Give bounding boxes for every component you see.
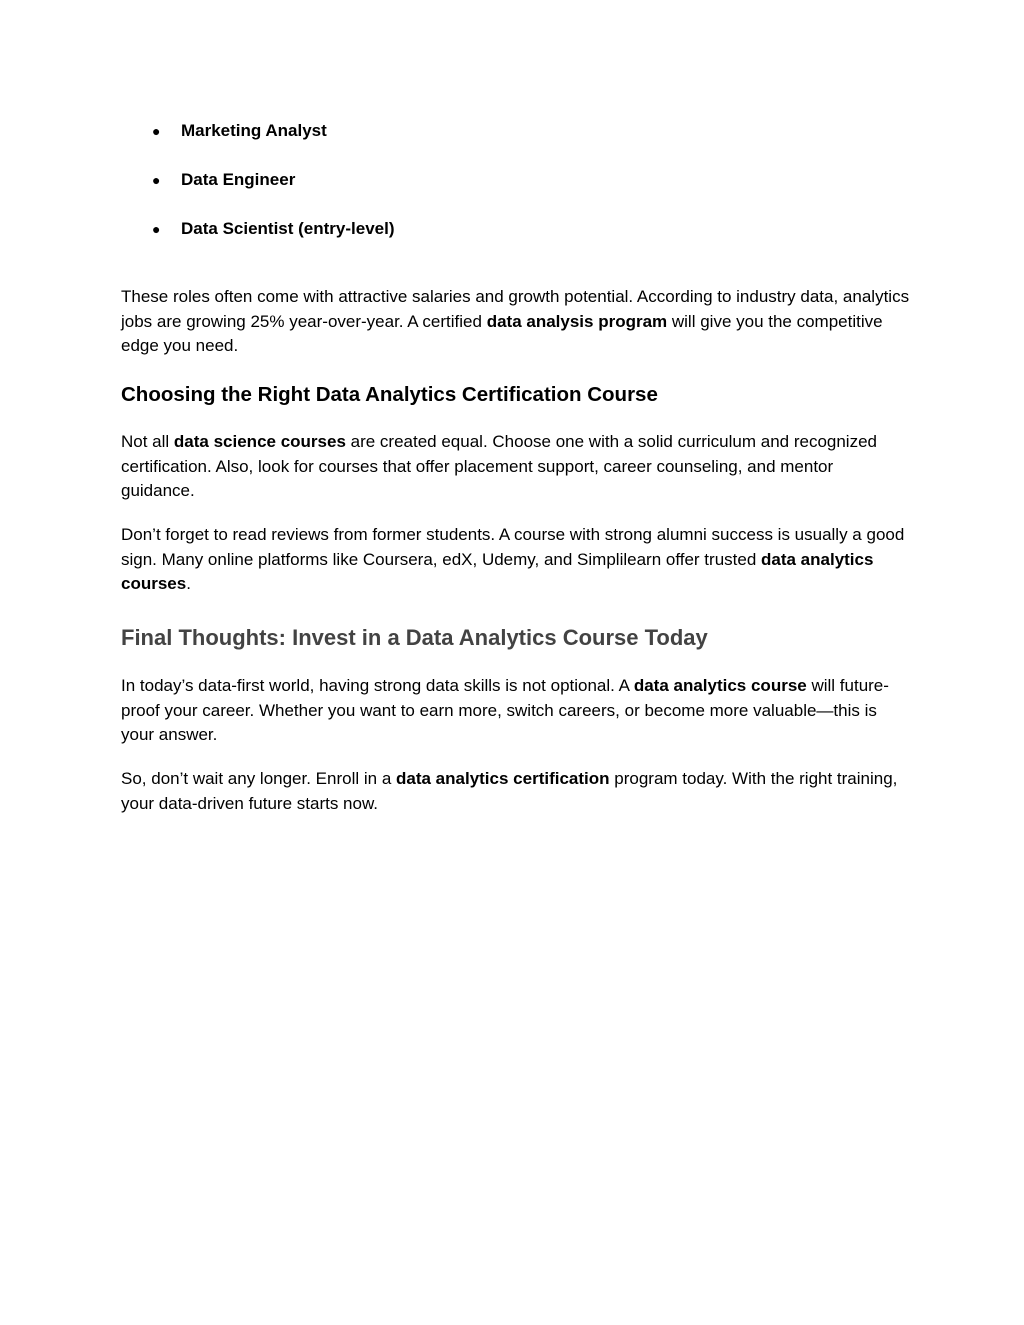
paragraph-salaries bbox=[121, 285, 911, 359]
bold-keyword: data analytics courses bbox=[121, 549, 874, 593]
paragraph-text: are created equal. Choose one with a solid curriculum and recognized certification. Also, look for courses that offer placement support, career counseling, and mentor guidance. bbox=[121, 432, 877, 500]
bold-keyword: data science courses bbox=[173, 432, 346, 451]
bullet-icon: ● bbox=[152, 123, 161, 139]
heading-choosing-course: Choosing the Right Data Analytics Certification Course bbox=[121, 383, 658, 406]
paragraph-text: will future-proof your career. Whether you want to earn more, switch careers, or become more valuable—this is your answer. bbox=[121, 676, 889, 744]
paragraph-data-first bbox=[121, 674, 911, 748]
bullet-icon: ● bbox=[152, 221, 161, 237]
paragraph-text: program today. With the right training, your data-driven future starts now. bbox=[121, 769, 898, 813]
bullet-icon: ● bbox=[152, 172, 161, 188]
list-item-text: Data Engineer bbox=[181, 170, 296, 189]
paragraph-text: Not all bbox=[121, 432, 174, 451]
paragraph-text: Don’t forget to read reviews from former students. A course with strong alumni success is usually a good sign. Many online platforms like Coursera, edX, Udemy, and Simplilearn offer trusted bbox=[121, 525, 905, 569]
paragraph-text: So, don’t wait any longer. Enroll in a bbox=[121, 769, 396, 788]
bold-keyword: data analytics certification bbox=[396, 769, 610, 788]
paragraph-choosing bbox=[121, 430, 911, 504]
list-item bbox=[121, 216, 395, 242]
bold-keyword: data analysis program bbox=[486, 311, 668, 331]
paragraph-text: These roles often come with attractive salaries and growth potential. According to industry data, analytics jobs are growing 25% year-over-year. A certified bbox=[121, 287, 910, 331]
list-item bbox=[121, 118, 395, 144]
paragraph-enroll bbox=[121, 767, 911, 816]
list-item-text: Data Scientist (entry-level) bbox=[181, 219, 395, 238]
list-item-text: Marketing Analyst bbox=[181, 121, 327, 140]
paragraph-text: . bbox=[186, 574, 191, 593]
job-roles-list bbox=[121, 118, 395, 265]
bold-keyword: data analytics course bbox=[633, 676, 807, 695]
paragraph-reviews bbox=[121, 523, 911, 597]
paragraph-text: In today’s data-first world, having strong data skills is not optional. A bbox=[121, 676, 634, 695]
list-item bbox=[121, 167, 395, 193]
heading-final-thoughts: Final Thoughts: Invest in a Data Analytics Course Today bbox=[121, 625, 708, 650]
paragraph-text: will give you the competitive edge you need. bbox=[121, 311, 883, 355]
